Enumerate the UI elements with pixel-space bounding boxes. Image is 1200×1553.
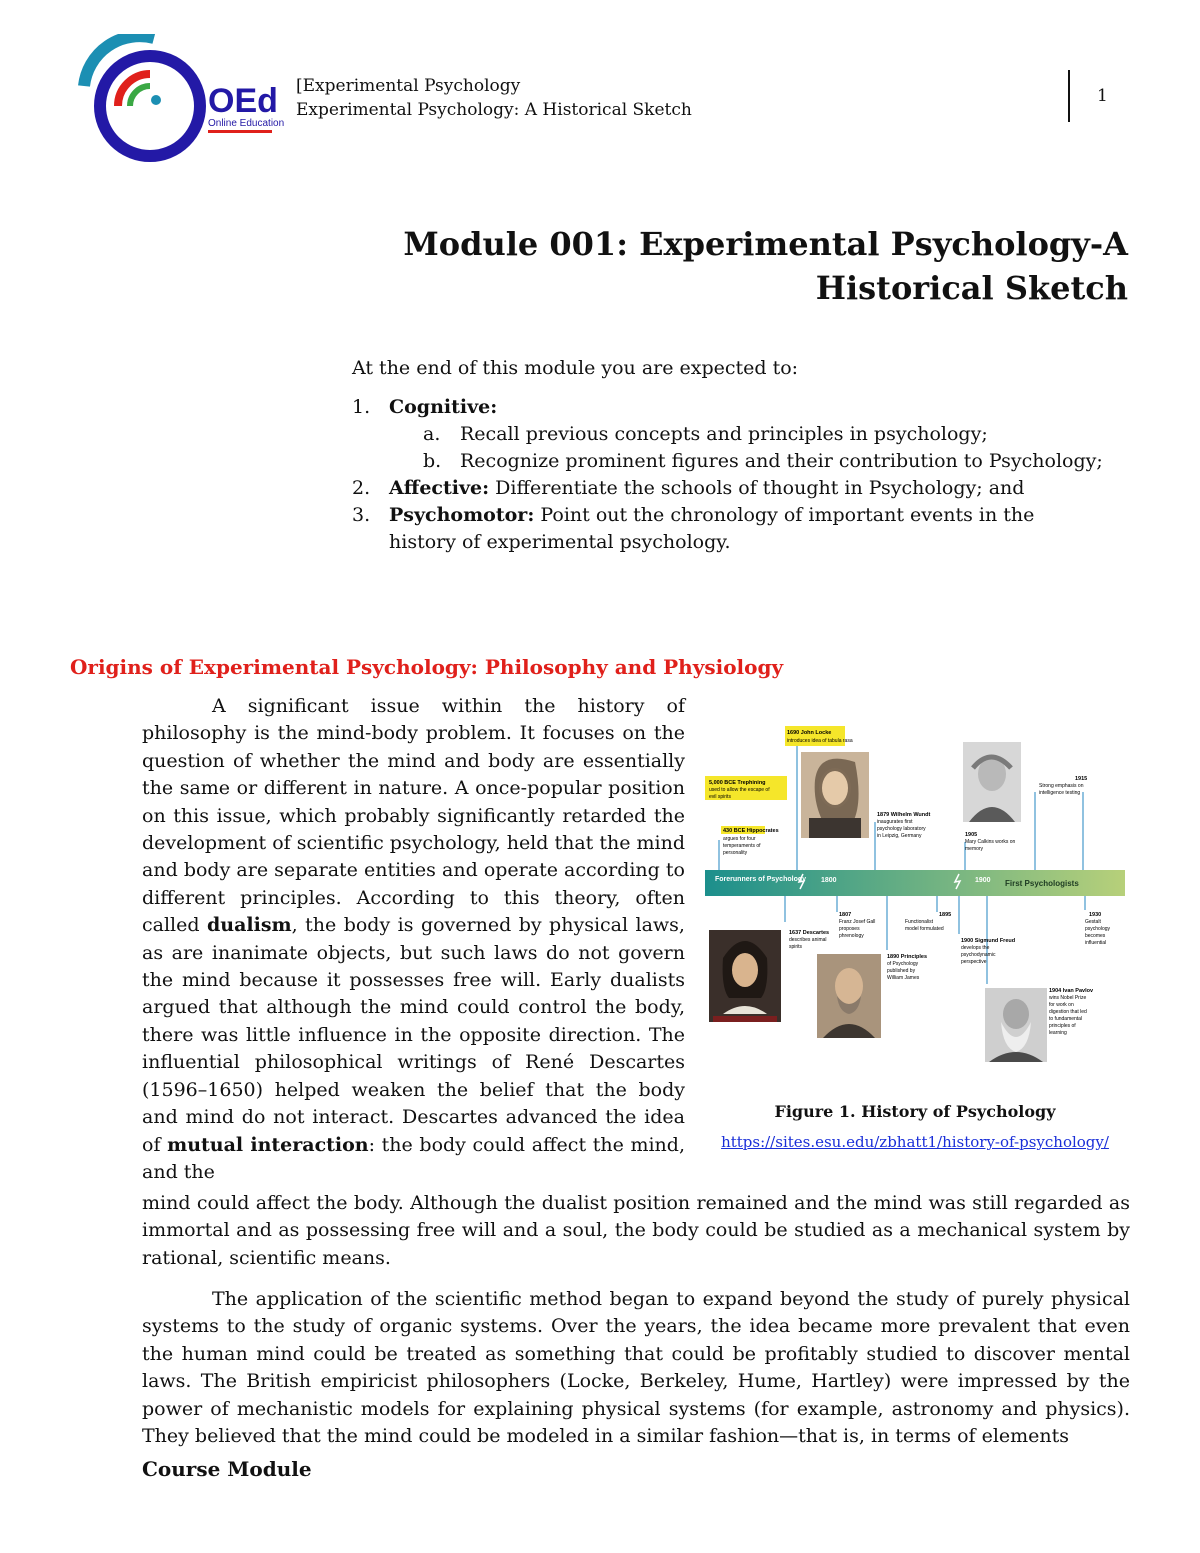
svg-text:memory: memory <box>965 846 984 852</box>
event-1930: 1930 <box>1089 912 1102 918</box>
section-heading: Origins of Experimental Psychology: Philosophy and Physiology <box>70 655 784 679</box>
subitem-letter: a. <box>423 423 441 445</box>
objective-item <box>352 502 1142 529</box>
svg-text:Franz Josef Gall: Franz Josef Gall <box>839 919 876 925</box>
objective-number: 2. <box>352 477 371 499</box>
svg-text:spirits: spirits <box>789 944 803 950</box>
event-1904: 1904 Ivan Pavlov <box>1049 988 1094 994</box>
objective-subitem <box>352 421 1142 448</box>
svg-text:to fundamental: to fundamental <box>1049 1016 1083 1022</box>
objective-text: Differentiate the schools of thought in Psychology; and <box>489 477 1025 499</box>
term-dualism: dualism <box>206 914 292 937</box>
svg-text:introduces idea of tabula rasa: introduces idea of tabula rasa <box>787 738 853 744</box>
page-number: 1 <box>1097 86 1108 106</box>
svg-text:evil spirits: evil spirits <box>709 794 731 800</box>
svg-text:perspective: perspective <box>961 959 987 965</box>
para1-text-a: A significant issue within the history of philosophy is the mind-body problem. It focuses on the question of whether the mind and body are essentially the same or different in nature. A once-popular position on this issue, which probably significantly retarded the development of scientific psychology, held that the mind and body are separate entities and operate according to different principles. According to this theory, often called <box>142 695 685 937</box>
event-1895: 1895 <box>939 912 952 918</box>
svg-text:inaugurates first: inaugurates first <box>877 819 913 825</box>
svg-text:becomes: becomes <box>1085 933 1106 939</box>
running-header <box>296 74 692 122</box>
svg-text:describes animal: describes animal <box>789 937 827 943</box>
body-paragraph-1 <box>142 693 685 1186</box>
svg-text:proposes: proposes <box>839 926 860 932</box>
para2-text: The application of the scientific method began to expand beyond the study of purely physical systems to the study of organic systems. Over the years, the idea became more prevalent that even the human mind could be treated as something that could be profitably studied to discover mental laws. The British empiricist philosophers (Locke, Berkeley, Hume, Hartley) were impressed by the power of mechanistic models for explaining physical systems (for example, astronomy and physics). They believed that the mind could be modeled in a similar fashion—that is, in terms of elements <box>142 1288 1130 1448</box>
svg-text:principles of: principles of <box>1049 1023 1076 1029</box>
logo-subtext: Online Education <box>208 118 285 129</box>
bar-label-1900: 1900 <box>975 877 991 884</box>
svg-text:argues for four: argues for four <box>723 836 756 842</box>
svg-text:used to allow the escape of: used to allow the escape of <box>709 787 770 793</box>
event-1879: 1879 Wilhelm Wundt <box>877 812 931 818</box>
subitem-letter: b. <box>423 450 442 472</box>
svg-text:Mary Calkins works on: Mary Calkins works on <box>965 839 1016 845</box>
svg-text:in Leipzig, Germany: in Leipzig, Germany <box>877 833 922 839</box>
header-line-1: [Experimental Psychology <box>296 76 521 96</box>
footer-label: Course Module <box>142 1457 312 1481</box>
portrait-pavlov <box>985 988 1047 1062</box>
svg-text:influential: influential <box>1085 940 1107 946</box>
objective-item <box>352 394 1142 421</box>
header-divider <box>1068 70 1070 122</box>
svg-text:for work on: for work on <box>1049 1002 1074 1008</box>
objective-text: Point out the chronology of important events in the <box>534 504 1035 526</box>
subitem-text: Recall previous concepts and principles in psychology; <box>460 423 988 445</box>
svg-text:psychodynamic: psychodynamic <box>961 952 996 958</box>
event-1807: 1807 <box>839 912 852 918</box>
objective-number: 1. <box>352 396 371 418</box>
event-1905: 1905 <box>965 832 978 838</box>
svg-text:psychology laboratory: psychology laboratory <box>877 826 926 832</box>
svg-text:Functionalist: Functionalist <box>905 919 934 925</box>
bar-label-forerunners: Forerunners of Psychology <box>715 876 807 883</box>
term-mutual-interaction: mutual interaction <box>167 1133 369 1156</box>
svg-text:psychology: psychology <box>1085 926 1111 932</box>
objectives-intro: At the end of this module you are expected to: <box>352 357 799 379</box>
svg-text:wins Nobel Prize: wins Nobel Prize <box>1049 995 1087 1001</box>
svg-text:William James: William James <box>887 975 920 981</box>
svg-text:intelligence testing: intelligence testing <box>1039 790 1081 796</box>
para1-text-c: : the body could affect the mind, and the <box>142 1133 685 1183</box>
bar-label-first-psychologists: First Psychologists <box>1005 879 1079 888</box>
svg-text:temperaments of: temperaments of <box>723 843 761 849</box>
svg-text:of Psychology: of Psychology <box>887 961 919 967</box>
portrait-descartes <box>709 930 781 1022</box>
event-1915: 1915 <box>1075 776 1088 782</box>
objective-label: Affective: <box>389 477 490 499</box>
event-1637: 1637 Descartes <box>789 930 830 936</box>
svg-text:phrenology: phrenology <box>839 933 864 939</box>
event-1900: 1900 Sigmund Freud <box>961 938 1016 944</box>
event-430bce: 430 BCE Hippocrates <box>723 828 779 834</box>
title-line-1: Module 001: Experimental Psychology-A <box>403 225 1128 263</box>
svg-text:Strong emphasis on: Strong emphasis on <box>1039 783 1084 789</box>
portrait-calkins <box>963 742 1021 822</box>
figure-source-link[interactable]: https://sites.esu.edu/zbhatt1/history-of-psychology/ <box>721 1133 1109 1151</box>
svg-text:personality: personality <box>723 850 748 856</box>
event-1890: 1890 Principles <box>887 954 928 960</box>
oed-logo <box>78 34 300 166</box>
objective-label: Psychomotor: <box>389 504 535 526</box>
svg-text:digestion that led: digestion that led <box>1049 1009 1087 1015</box>
portrait-james <box>817 954 881 1038</box>
svg-text:published by: published by <box>887 968 916 974</box>
para1-text-b: , the body is governed by physical laws, as are inanimate objects, but such laws do not govern the mind because it possesses free will. Early dualists argued that although the mind could control the body, there was little influence in the opposite direction. The influential philosophical writings of René Descartes (1596–1650) helped weaken the belief that the body and mind do not interact. Descartes advanced the idea of <box>142 914 685 1156</box>
learning-objectives <box>352 355 1142 556</box>
portrait-locke <box>801 752 869 838</box>
objective-label: Cognitive: <box>389 396 498 418</box>
objective-item <box>352 475 1142 502</box>
history-timeline-figure <box>705 722 1125 1062</box>
svg-text:model formulated: model formulated <box>905 926 944 932</box>
subitem-text: Recognize prominent figures and their contribution to Psychology; <box>460 450 1103 472</box>
body-paragraph-2 <box>142 1286 1130 1450</box>
objective-continuation: history of experimental psychology. <box>389 531 731 553</box>
logo-text: OEd <box>208 82 278 120</box>
figure-caption: Figure 1. History of Psychology <box>774 1102 1056 1121</box>
event-5000bce: 5,000 BCE Trephining <box>709 780 766 786</box>
objective-subitem <box>352 448 1142 475</box>
svg-text:learning: learning <box>1049 1030 1067 1036</box>
header-line-2: Experimental Psychology: A Historical Sketch <box>296 100 692 120</box>
body-paragraph-1-continued: mind could affect the body. Although the dualist position remained and the mind was still regarded as immortal and as possessing free will and a soul, the body could be studied as a mechanical system by rational, scientific means. <box>142 1192 1130 1269</box>
bar-label-1800: 1800 <box>821 877 837 884</box>
title-line-2: Historical Sketch <box>815 269 1128 307</box>
svg-text:develops the: develops the <box>961 945 990 951</box>
svg-text:Gestalt: Gestalt <box>1085 919 1101 925</box>
event-1690: 1690 John Locke <box>787 730 832 736</box>
objective-number: 3. <box>352 504 371 526</box>
module-title <box>403 222 1128 310</box>
